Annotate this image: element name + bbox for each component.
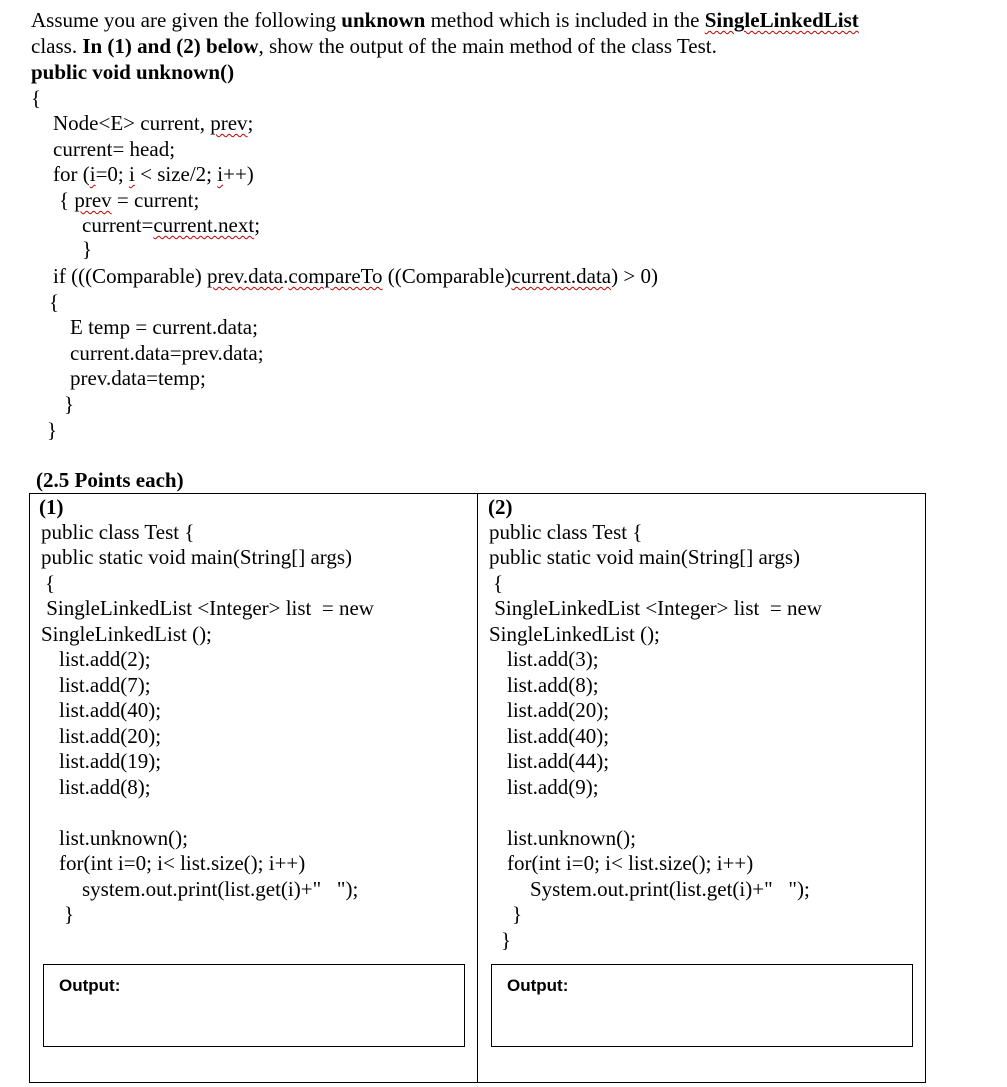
code-token: for ( [53, 162, 90, 186]
code-line [53, 264, 658, 289]
code-line: SingleLinkedList <Integer> list = new [489, 596, 822, 620]
code-line [53, 111, 253, 136]
code-line: list.add(40); [59, 698, 162, 722]
intro-line-1 [31, 8, 859, 33]
intro-text: , show the output of the main method of the class Test. [258, 34, 717, 58]
code-token: current.data [511, 264, 612, 288]
code-token: compareTo [288, 264, 383, 288]
code-line: list.unknown(); [59, 826, 188, 850]
code-line: public static void main(String[] args) [41, 545, 353, 569]
code-line: SingleLinkedList (); [41, 622, 212, 646]
points-label: (2.5 Points each) [36, 468, 184, 492]
code-line: { [31, 86, 42, 110]
code-token: =0; [95, 162, 130, 186]
intro-class-name: SingleLinkedList [704, 8, 859, 32]
question-label: (2) [488, 495, 513, 519]
code-token: ; [247, 111, 254, 135]
code-line: current.data=prev.data; [70, 341, 264, 365]
code-token: i [217, 162, 224, 186]
code-line: } [47, 418, 58, 442]
intro-emphasis: In (1) and (2) below [82, 34, 259, 58]
code-line: } [82, 237, 93, 261]
code-line: list.add(7); [59, 673, 151, 697]
code-token: prev [210, 111, 248, 135]
code-line: list.add(8); [59, 775, 151, 799]
method-signature: public void unknown() [31, 60, 235, 84]
intro-text: class. [31, 34, 83, 58]
code-line: } [512, 902, 523, 926]
intro-text: Assume you are given the following [31, 8, 342, 32]
code-line: SingleLinkedList (); [489, 622, 660, 646]
code-line: for(int i=0; i< list.size(); i++) [507, 851, 754, 875]
output-label: Output: [507, 976, 569, 995]
code-token: . [283, 264, 289, 288]
code-token: ) > 0) [611, 264, 658, 288]
code-line: { [45, 571, 56, 595]
code-token: ; [254, 213, 261, 237]
code-line: } [64, 902, 75, 926]
code-token: prev.data [206, 264, 284, 288]
code-line: list.add(20); [59, 724, 162, 748]
code-line: } [501, 928, 512, 952]
code-token: ++) [223, 162, 254, 186]
intro-text: method which is included in the [425, 8, 705, 32]
question-label: (1) [39, 495, 64, 519]
code-token: current.next [153, 213, 255, 237]
intro-method-name: unknown [341, 8, 426, 32]
code-token: { [59, 188, 75, 212]
code-line: list.add(8); [507, 673, 599, 697]
code-token: prev [74, 188, 112, 212]
output-label: Output: [59, 976, 121, 995]
code-line: list.unknown(); [507, 826, 636, 850]
code-token: current= [82, 213, 154, 237]
code-token: i [129, 162, 135, 186]
code-line: E temp = current.data; [70, 315, 258, 339]
code-line: { [49, 290, 60, 314]
code-line [53, 162, 254, 187]
code-line: SingleLinkedList <Integer> list = new [41, 596, 374, 620]
code-token: if (((Comparable) [53, 264, 207, 288]
code-line: prev.data=temp; [70, 366, 206, 390]
code-line: list.add(44); [507, 749, 610, 773]
code-line: list.add(20); [507, 698, 610, 722]
code-line: list.add(3); [507, 647, 599, 671]
intro-line-2 [31, 34, 717, 59]
code-line: System.out.print(list.get(i)+" "); [530, 877, 810, 901]
code-token: Node<E> current, [53, 111, 211, 135]
code-line: list.add(40); [507, 724, 610, 748]
code-line: list.add(9); [507, 775, 599, 799]
code-line: current= head; [53, 137, 176, 161]
code-line [82, 213, 260, 238]
code-line [59, 188, 199, 213]
code-line: { [493, 571, 504, 595]
code-line: list.add(19); [59, 749, 162, 773]
table-divider [477, 493, 478, 1083]
code-token: = current; [111, 188, 200, 212]
code-line: list.add(2); [59, 647, 151, 671]
code-token: < size/2; [134, 162, 218, 186]
code-line: public static void main(String[] args) [489, 545, 801, 569]
code-line: public class Test { [41, 520, 195, 544]
code-token: ((Comparable) [382, 264, 512, 288]
code-token: i [89, 162, 96, 186]
code-line: } [64, 392, 75, 416]
code-line: for(int i=0; i< list.size(); i++) [59, 851, 306, 875]
code-line: public class Test { [489, 520, 643, 544]
code-line: system.out.print(list.get(i)+" "); [82, 877, 359, 901]
